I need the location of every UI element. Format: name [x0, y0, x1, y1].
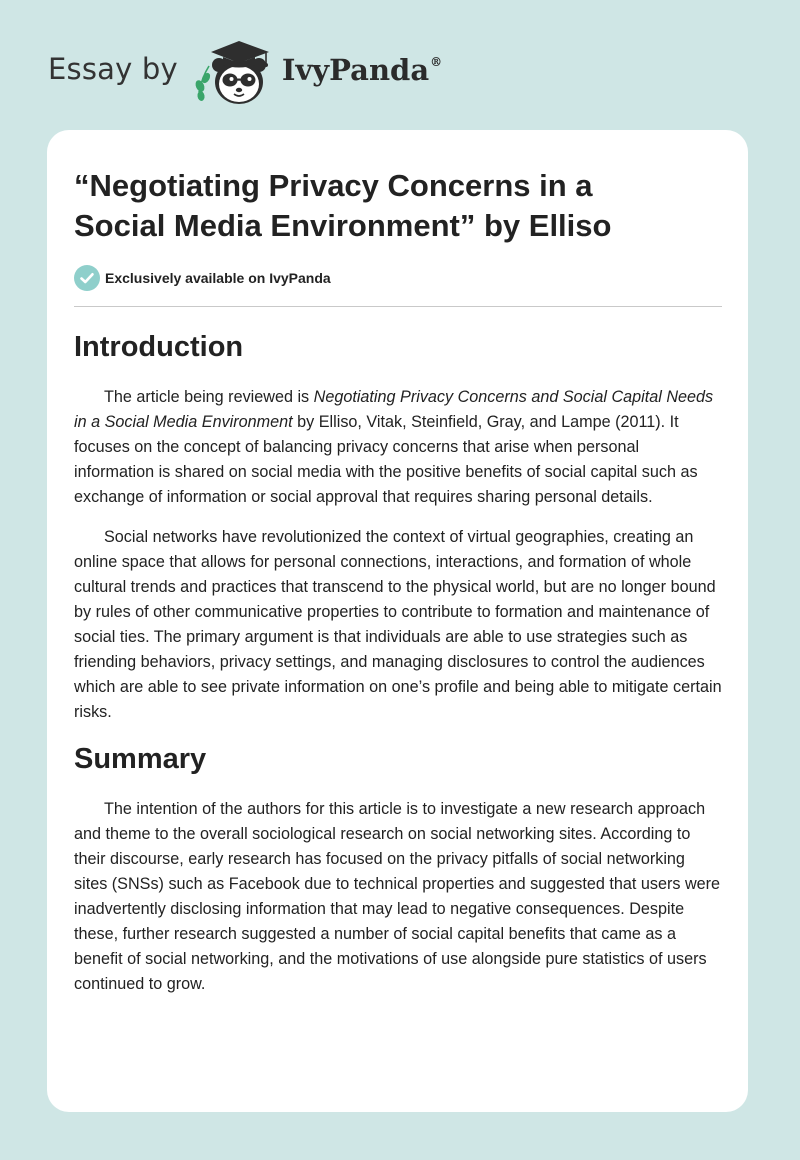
title-divider: [74, 306, 722, 307]
check-circle-icon: [74, 265, 100, 291]
introduction-paragraph-1-lead: The article being reviewed is: [104, 388, 314, 406]
essay-title-line-1: “Negotiating Privacy Concerns in a: [74, 168, 593, 203]
section-heading-summary: Summary: [74, 743, 207, 775]
site-header: [48, 34, 442, 108]
panda-logo-icon[interactable]: [192, 34, 278, 108]
introduction-paragraph-1-rest: by Elliso, Vitak, Steinfield, Gray, and Lampe (2011). It focuses on the concept of balancing privacy concerns that arise when personal information is shared on social media with the positive benefits of social capital such as exchange of information or social approval that requires sharing personal details.: [74, 413, 698, 506]
essay-title: [74, 166, 722, 246]
brand-prefix: Essay by: [48, 52, 178, 86]
introduction-paragraph-2: Social networks have revolutionized the context of virtual geographies, creating an online space that allows for personal connections, interactions, and formation of whole cultural trends and practices that transcend to the physical world, but are no longer bound by rules of other communicative properties to contribute to formation and maintenance of social ties. The primary argument is that individuals are able to use strategies such as friending behaviors, privacy settings, and managing disclosures to control the audiences which are able to see private information on one’s profile and being able to mitigate certain risks.: [74, 528, 722, 721]
brand-name[interactable]: [282, 53, 442, 87]
essay-card: [47, 130, 748, 1112]
exclusive-badge: [74, 264, 722, 292]
article-title-italic: Negotiating Privacy Concerns and Social Capital Needs in a Social Media Environment: [74, 388, 714, 431]
registered-mark: ®: [430, 55, 443, 69]
section-heading-introduction: Introduction: [74, 331, 244, 363]
essay-title-line-2: Social Media Environment” by Elliso: [74, 208, 612, 243]
introduction-paragraph-1: [74, 385, 722, 510]
summary-paragraph-1: The intention of the authors for this article is to investigate a new research approach and theme to the overall sociological research on social networking sites. According to their discourse, early research has focused on the privacy pitfalls of social networking sites (SNSs) such as Facebook due to technical properties and suggested that users were inadvertently disclosing information that may lead to negative consequences. Despite these, further research suggested a number of social capital benefits that came as a benefit of social networking, and the motivations of use alongside pure statistics of users continued to grow.: [74, 800, 721, 993]
exclusive-badge-label: Exclusively available on IvyPanda: [105, 270, 331, 286]
brand-name-text: IvyPanda: [281, 53, 430, 87]
essay-content: [74, 166, 722, 997]
